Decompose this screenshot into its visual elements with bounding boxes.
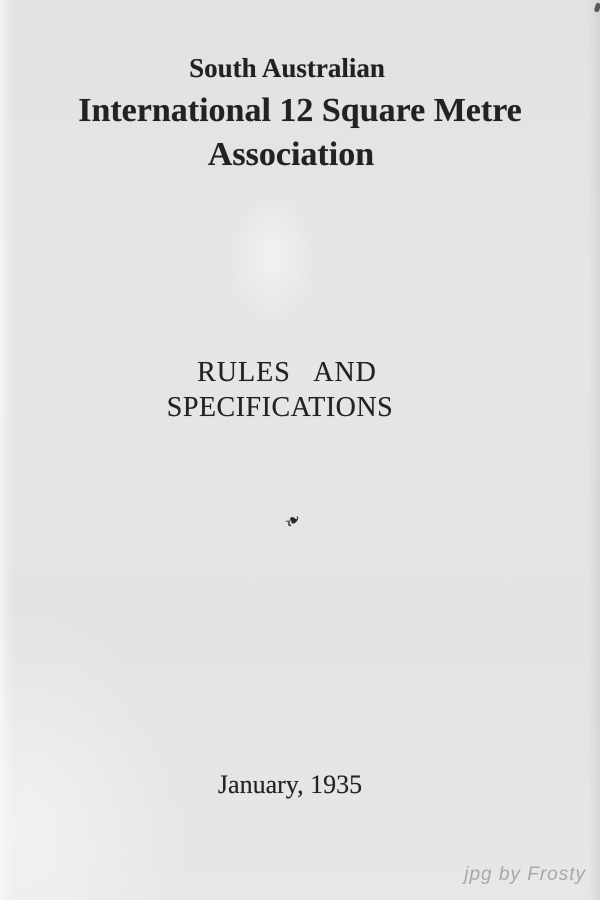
organization-name-line3: Association — [207, 136, 375, 173]
document-title-line2: SPECIFICATIONS — [166, 392, 394, 423]
watermark-credit: jpg by Frosty — [464, 864, 586, 885]
organization-name-line2: International 12 Square Metre — [78, 92, 522, 129]
organization-name-line1: South Australian — [189, 53, 385, 83]
fleuron-ornament — [0, 507, 593, 535]
document-title-line1: RULES AND — [197, 357, 377, 388]
scan-artifact-speck — [594, 2, 600, 12]
fleuron-icon: ❧ — [279, 507, 307, 535]
publication-date: January, 1935 — [217, 770, 363, 799]
